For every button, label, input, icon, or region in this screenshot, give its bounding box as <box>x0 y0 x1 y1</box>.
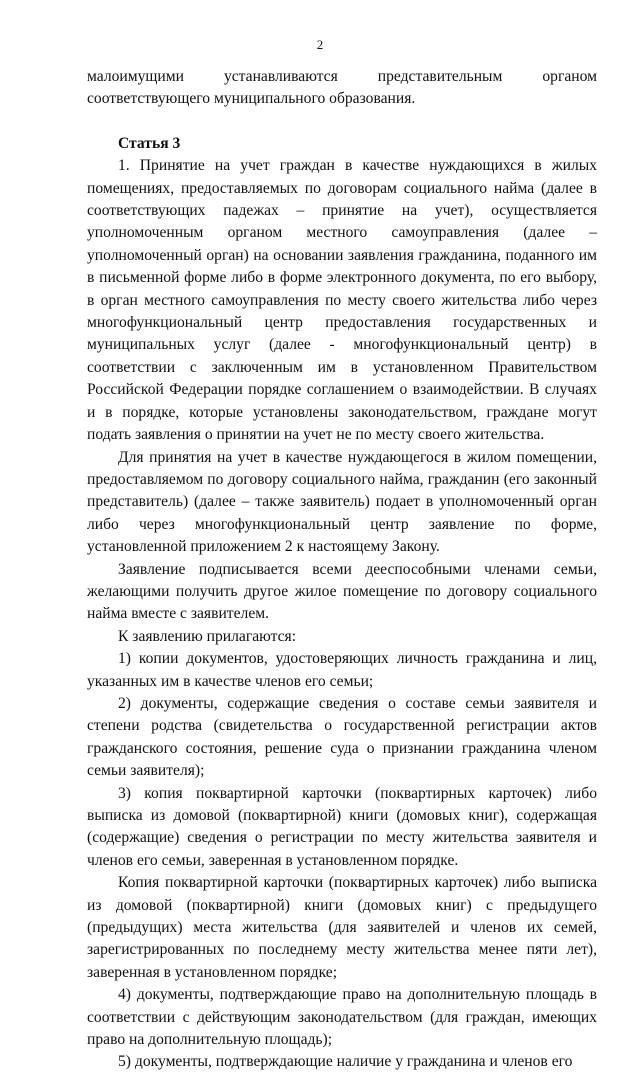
list-item-3: 3) копия поквартирной карточки (поквартирных карточек) либо выписка из домовой (поквартирной) книги (домовых книг), содержащая (содержащие) сведения о регистрации по месту жительства заявителя и членов его семьи, заверенная в установленном порядке. <box>87 784 597 869</box>
page-number: 2 <box>316 37 324 52</box>
paragraph-2: Для принятия на учет в качестве нуждающегося в жилом помещении, предоставляемом по договору социального найма, гражданин (его законный представитель) (далее – также заявитель) подает в уполномоченный орган либо через многофункциональный центр заявление по форме, установленной приложением 2 к настоящему Закону. <box>87 448 597 556</box>
paragraph-3: Заявление подписывается всеми дееспособными членами семьи, желающими получить другое жилое помещение по договору социального найма вместе с заявителем. <box>87 560 597 623</box>
list-item-1: 1) копии документов, удостоверяющих личность гражданина и лиц, указанных им в качестве членов его семьи; <box>87 650 597 690</box>
intro-paragraph: малоимущими устанавливаются представительным органом соответствующего муниципального образования. <box>87 68 597 108</box>
paragraph-1: 1. Принятие на учет граждан в качестве нуждающихся в жилых помещениях, предоставляемых по договорам социального найма (далее в соответствующих падежах – принятие на учет), осуществляется уполномоченным органом местного самоуправления (далее – уполномоченный орган) на основании заявления гражданина, поданного им в письменной форме либо в форме электронного документа, по его выбору, в орган местного самоуправления по месту своего жительства либо через многофункциональный центр предоставления государственных и муниципальных услуг (далее - многофункциональный центр) в соответствии с заключенным им в установленном Правительством Российской Федерации порядке соглашением о взаимодействии. В случаях и в порядке, которые установлены законодательством, граждане могут подать заявления о принятии на учет не по месту своего жительства. <box>87 157 597 444</box>
list-item-4: 4) документы, подтверждающие право на дополнительную площадь в соответствии с действующим законодательством (для граждан, имеющих право на дополнительную площадь); <box>87 986 597 1049</box>
list-item-5: 5) документы, подтверждающие наличие у гражданина и членов его <box>118 1053 573 1071</box>
paragraph-gap <box>87 111 597 133</box>
article-heading: Статья 3 <box>118 134 181 152</box>
paragraph-4: К заявлению прилагаются: <box>118 627 297 645</box>
list-item-2: 2) документы, содержащие сведения о составе семьи заявителя и степени родства (свидетельства о государственной регистрации актов гражданского состояния, решение суда о признании гражданина членом семьи заявителя); <box>87 694 597 780</box>
list-item-3-continuation: Копия поквартирной карточки (поквартирных карточек) либо выписка из домовой (поквартирной) книги (домовых книг) с предыдущего (предыдущих) места жительства (для заявителей и членов их семей, зарегистрированных по последнему месту жительства менее пяти лет), заверенная в установленном порядке; <box>87 874 597 981</box>
document-body <box>87 66 597 1074</box>
